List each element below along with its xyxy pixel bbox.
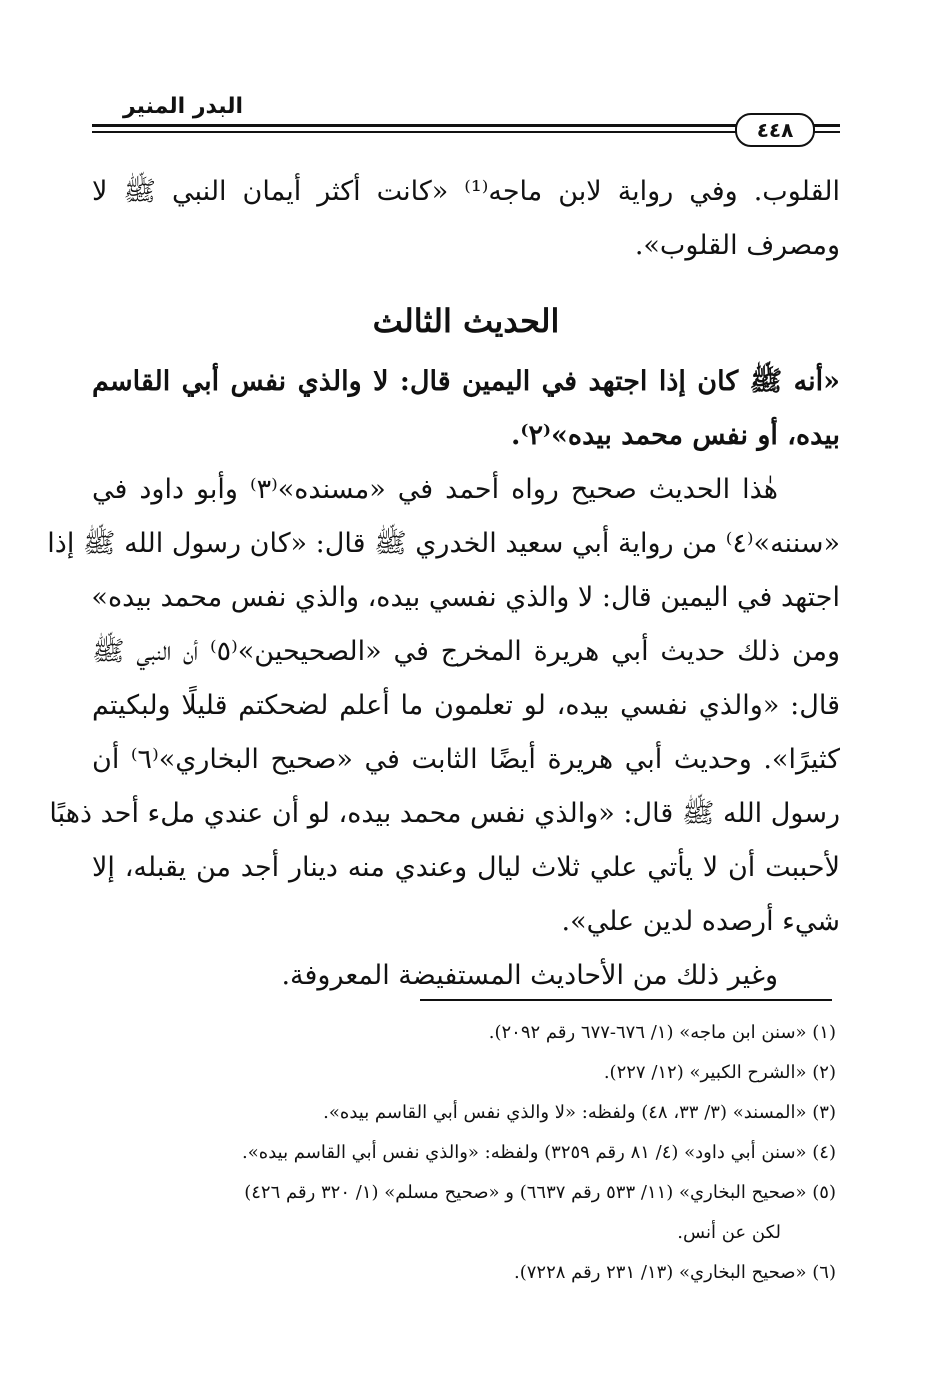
- text-line: ومن ذلك حديث أبي هريرة المخرج في «الصحيحين»⁽٥⁾ أن النبي ﷺ: [92, 636, 841, 667]
- text-line: القلوب. وفي رواية لابن ماجه⁽¹⁾ «كانت أكثر أيمان النبي ﷺ لا: [92, 176, 840, 207]
- page-number-badge: ٤٤٨: [735, 113, 815, 147]
- text-line: لأحببت أن لا يأتي علي ثلاث ليال وعندي منه دينار أجد من يقبله، إلا: [92, 852, 840, 883]
- hadith-line: «أنه ﷺ كان إذا اجتهد في اليمين قال: لا والذي نفس أبي القاسم: [92, 366, 840, 397]
- text-line: رسول الله ﷺ قال: «والذي نفس محمد بيده، لو أن عندي ملء أحد ذهبًا: [49, 798, 840, 829]
- footnote: (١) «سنن ابن ماجه» (١/ ٦٧٦-٦٧٧ رقم ٢٠٩٢).: [488, 1022, 836, 1043]
- header-rule-thin-right: [812, 131, 840, 133]
- footnote: (٥) «صحيح البخاري» (١١/ ٥٣٣ رقم ٦٦٣٧) و «صحيح مسلم» (١/ ٣٢٠ رقم ٤٢٦): [244, 1182, 836, 1203]
- footnote-continuation: لكن عن أنس.: [677, 1222, 781, 1243]
- text-line: ومصرف القلوب».: [634, 230, 840, 261]
- footnote-separator: [420, 999, 832, 1001]
- footnotes: [92, 1013, 836, 1293]
- footnote: (٦) «صحيح البخاري» (١٣/ ٢٣١ رقم ٧٢٢٨).: [513, 1262, 836, 1283]
- text-line: وغير ذلك من الأحاديث المستفيضة المعروفة.: [281, 960, 778, 991]
- hadith-line: بيده، أو نفس محمد بيده»⁽٢⁾.: [511, 420, 840, 451]
- page-header: [0, 0, 942, 160]
- section-heading: الحديث الثالث: [372, 302, 560, 340]
- text-line: قال: «والذي نفسي بيده، لو تعلمون ما أعلم لضحكتم قليلًا ولبكيتم: [92, 690, 840, 721]
- text-line: اجتهد في اليمين قال: لا والذي نفسي بيده، والذي نفس محمد بيده»: [91, 582, 840, 613]
- header-rule-thick-left: [92, 124, 736, 127]
- text-line: كثيرًا». وحديث أبي هريرة أيضًا الثابت في «صحيح البخاري»⁽٦⁾ أن: [92, 744, 841, 775]
- header-rule-thick-right: [812, 124, 840, 127]
- main-text: [47, 165, 841, 1003]
- footnote: (٤) «سنن أبي داود» (٤/ ٨١ رقم ٣٢٥٩) ولفظه: «والذي نفس أبي القاسم بيده».: [242, 1142, 836, 1163]
- running-title: البدر المنير: [122, 94, 243, 119]
- text-line: «سننه»⁽٤⁾ من رواية أبي سعيد الخدري ﷺ قال: «كان رسول الله ﷺ إذا: [47, 528, 840, 559]
- header-rule-thin-left: [92, 131, 736, 133]
- text-line: شيء أرصده لدين علي».: [561, 906, 840, 937]
- footnote: (٣) «المسند» (٣/ ٣٣، ٤٨) ولفظه: «لا والذي نفس أبي القاسم بيده».: [323, 1102, 836, 1123]
- text-line: هٰذا الحديث صحيح رواه أحمد في «مسنده»⁽٣⁾ وأبو داود في: [92, 474, 778, 505]
- footnote: (٢) «الشرح الكبير» (١٢/ ٢٢٧).: [603, 1062, 836, 1083]
